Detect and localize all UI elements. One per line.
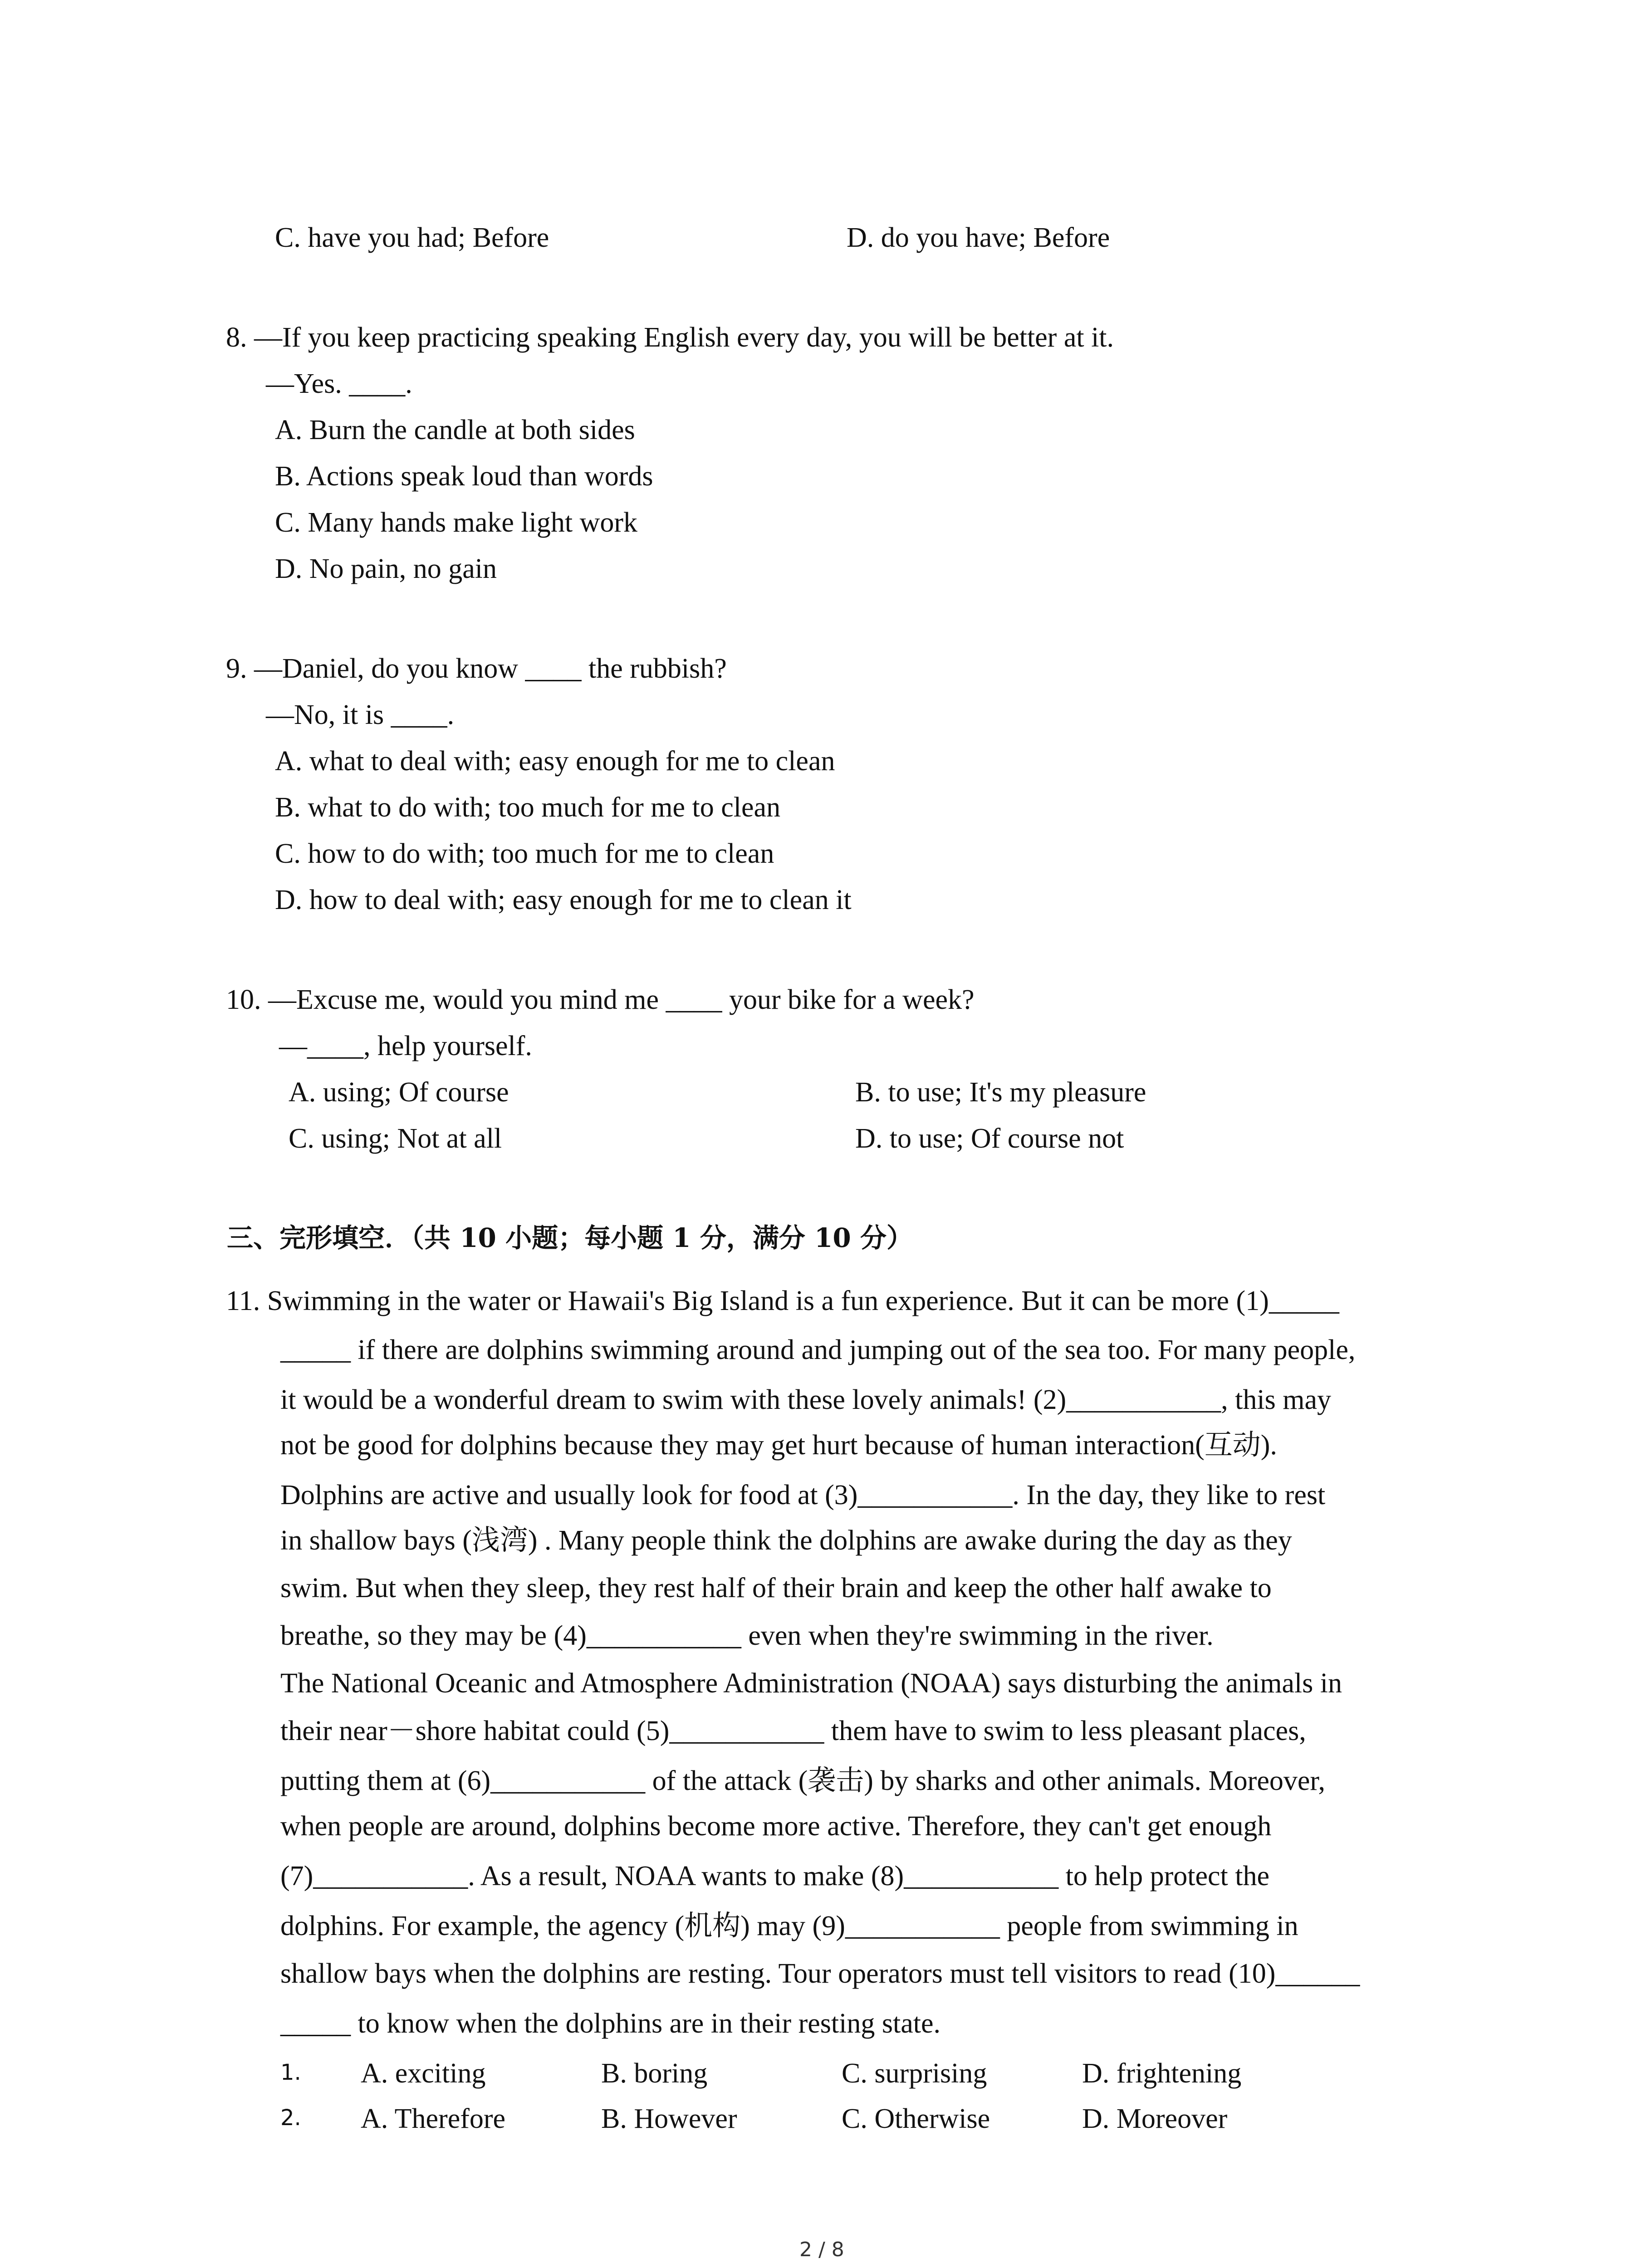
q11-passage-line: 11. Swimming in the water or Hawaii's Big Island is a fun experience. But it can be more (1)_____ xyxy=(226,1286,1339,1316)
q7-option-c: C. have you had; Before xyxy=(275,222,549,253)
q10-option-c: C. using; Not at all xyxy=(289,1123,502,1154)
q11-item-option-c: C. surprising xyxy=(842,2058,987,2089)
section-title-cloze: 三、完形填空．（共 10 小题；每小题 1 分，满分 10 分） xyxy=(227,1222,913,1253)
q11-passage-line: dolphins. For example, the agency (机构) may (9)___________ people from swimming in xyxy=(280,1911,1298,1941)
q11-passage-line: not be good for dolphins because they may get hurt because of human interaction(互动). xyxy=(280,1430,1277,1461)
q11-passage-line: swim. But when they sleep, they rest half of their brain and keep the other half awake to xyxy=(280,1573,1272,1603)
q11-passage-line: Dolphins are active and usually look for food at (3)___________. In the day, they like to rest xyxy=(280,1480,1326,1510)
q11-passage-line: putting them at (6)___________ of the attack (袭击) by sharks and other animals. Moreover, xyxy=(280,1765,1326,1796)
q8-stem: 8. —If you keep practicing speaking English every day, you will be better at it. xyxy=(226,322,1114,353)
q11-passage-line: _____ to know when the dolphins are in their resting state. xyxy=(280,2008,941,2039)
q10-option-d: D. to use; Of course not xyxy=(855,1123,1124,1154)
q9-option-a: A. what to deal with; easy enough for me to clean xyxy=(275,746,835,777)
q9-option-c: C. how to do with; too much for me to clean xyxy=(275,838,774,869)
q11-item-number: 2. xyxy=(280,2105,301,2131)
q10-reply: —____, help yourself. xyxy=(279,1031,532,1061)
q11-item-option-d: D. frightening xyxy=(1082,2058,1242,2089)
page-number: 2 / 8 xyxy=(799,2238,844,2261)
q11-passage-line: (7)___________. As a result, NOAA wants to make (8)___________ to help protect the xyxy=(280,1861,1269,1892)
q11-item-number: 1. xyxy=(280,2060,301,2085)
q8-option-d: D. No pain, no gain xyxy=(275,553,497,584)
q11-passage-line: _____ if there are dolphins swimming around and jumping out of the sea too. For many people, xyxy=(280,1334,1356,1365)
q8-reply: —Yes. ____. xyxy=(266,368,412,399)
q11-item-option-b: B. boring xyxy=(601,2058,708,2089)
q10-stem: 10. —Excuse me, would you mind me ____ your bike for a week? xyxy=(226,984,975,1015)
q11-passage-line: in shallow bays (浅湾) . Many people think the dolphins are awake during the day as they xyxy=(280,1525,1292,1556)
q10-option-b: B. to use; It's my pleasure xyxy=(855,1077,1146,1108)
q11-passage-line: their near－shore habitat could (5)___________ them have to swim to less pleasant places, xyxy=(280,1716,1306,1746)
q11-passage-line: The National Oceanic and Atmosphere Administration (NOAA) says disturbing the animals in xyxy=(280,1668,1342,1699)
q7-option-d: D. do you have; Before xyxy=(847,222,1110,253)
q11-passage-line: breathe, so they may be (4)___________ even when they're swimming in the river. xyxy=(280,1620,1214,1651)
q11-item-option-a: A. Therefore xyxy=(361,2103,506,2134)
q11-item-option-a: A. exciting xyxy=(361,2058,486,2089)
q11-passage-line: it would be a wonderful dream to swim with these lovely animals! (2)___________, this may xyxy=(280,1384,1331,1415)
q9-stem: 9. —Daniel, do you know ____ the rubbish? xyxy=(226,653,727,684)
q11-passage-line: when people are around, dolphins become more active. Therefore, they can't get enough xyxy=(280,1811,1272,1842)
q8-option-c: C. Many hands make light work xyxy=(275,507,638,538)
q11-item-option-d: D. Moreover xyxy=(1082,2103,1228,2134)
q10-option-a: A. using; Of course xyxy=(289,1077,509,1108)
q11-item-option-b: B. However xyxy=(601,2103,737,2134)
q9-reply: —No, it is ____. xyxy=(266,699,455,730)
q8-option-b: B. Actions speak loud than words xyxy=(275,461,653,492)
q11-passage-line: shallow bays when the dolphins are resting. Tour operators must tell visitors to read (10)______ xyxy=(280,1958,1360,1989)
q8-option-a: A. Burn the candle at both sides xyxy=(275,415,635,445)
q11-item-option-c: C. Otherwise xyxy=(842,2103,990,2134)
q9-option-d: D. how to deal with; easy enough for me to clean it xyxy=(275,885,852,915)
q9-option-b: B. what to do with; too much for me to clean xyxy=(275,792,781,823)
